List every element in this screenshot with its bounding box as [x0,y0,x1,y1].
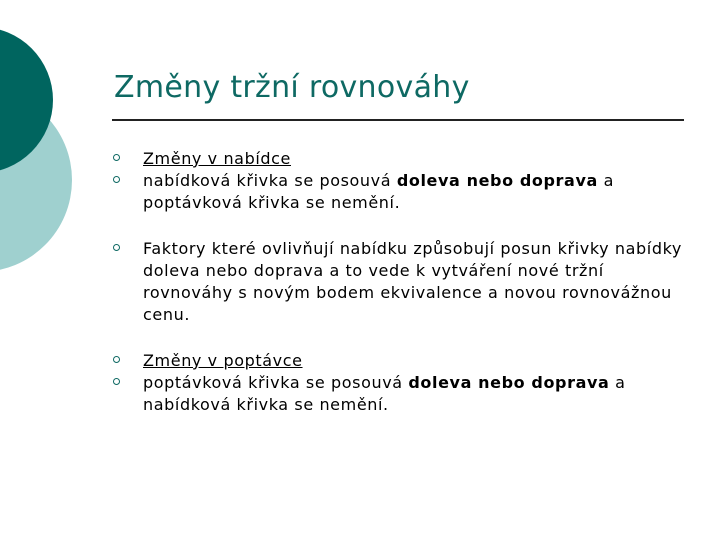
title-underline-rule [112,119,684,121]
bullet-item [113,238,683,326]
bullet-ring-icon [113,154,120,161]
bullet-ring-icon [113,378,120,385]
bullet-list [113,148,683,416]
body-text: poptávková křivka se posouvá [143,373,409,392]
bullet-ring-icon [113,244,120,251]
emphasis-text: doleva nebo doprava [408,373,610,392]
section-heading-text: Změny v nabídce [143,149,291,168]
bullet-item [113,148,683,170]
body-text: a nabídková křivka se nemění. [143,373,626,414]
bullet-text [143,373,626,414]
bullet-ring-icon [113,356,120,363]
body-text: Faktory které ovlivňují nabídku způsobují posun křivky nabídky doleva nebo doprava a to vede k vytváření nové tržní rovnováhy s novým bodem ekvivalence a novou rovnovážnou cenu. [143,239,682,324]
bullet-ring-icon [113,176,120,183]
bullet-item [113,170,683,214]
bullet-text [143,171,614,212]
emphasis-text: doleva nebo doprava [396,171,598,190]
decorative-circles [0,0,100,300]
bullet-text [143,239,682,324]
section-heading-text: Změny v poptávce [143,351,303,370]
bullet-item [113,372,683,416]
body-text: a poptávková křivka se nemění. [143,171,614,212]
body-text: nabídková křivka se posouvá [143,171,397,190]
slide-title: Změny tržní rovnováhy [114,70,470,105]
bullet-text [143,149,291,168]
bullet-text [143,351,303,370]
bullet-item [113,350,683,372]
